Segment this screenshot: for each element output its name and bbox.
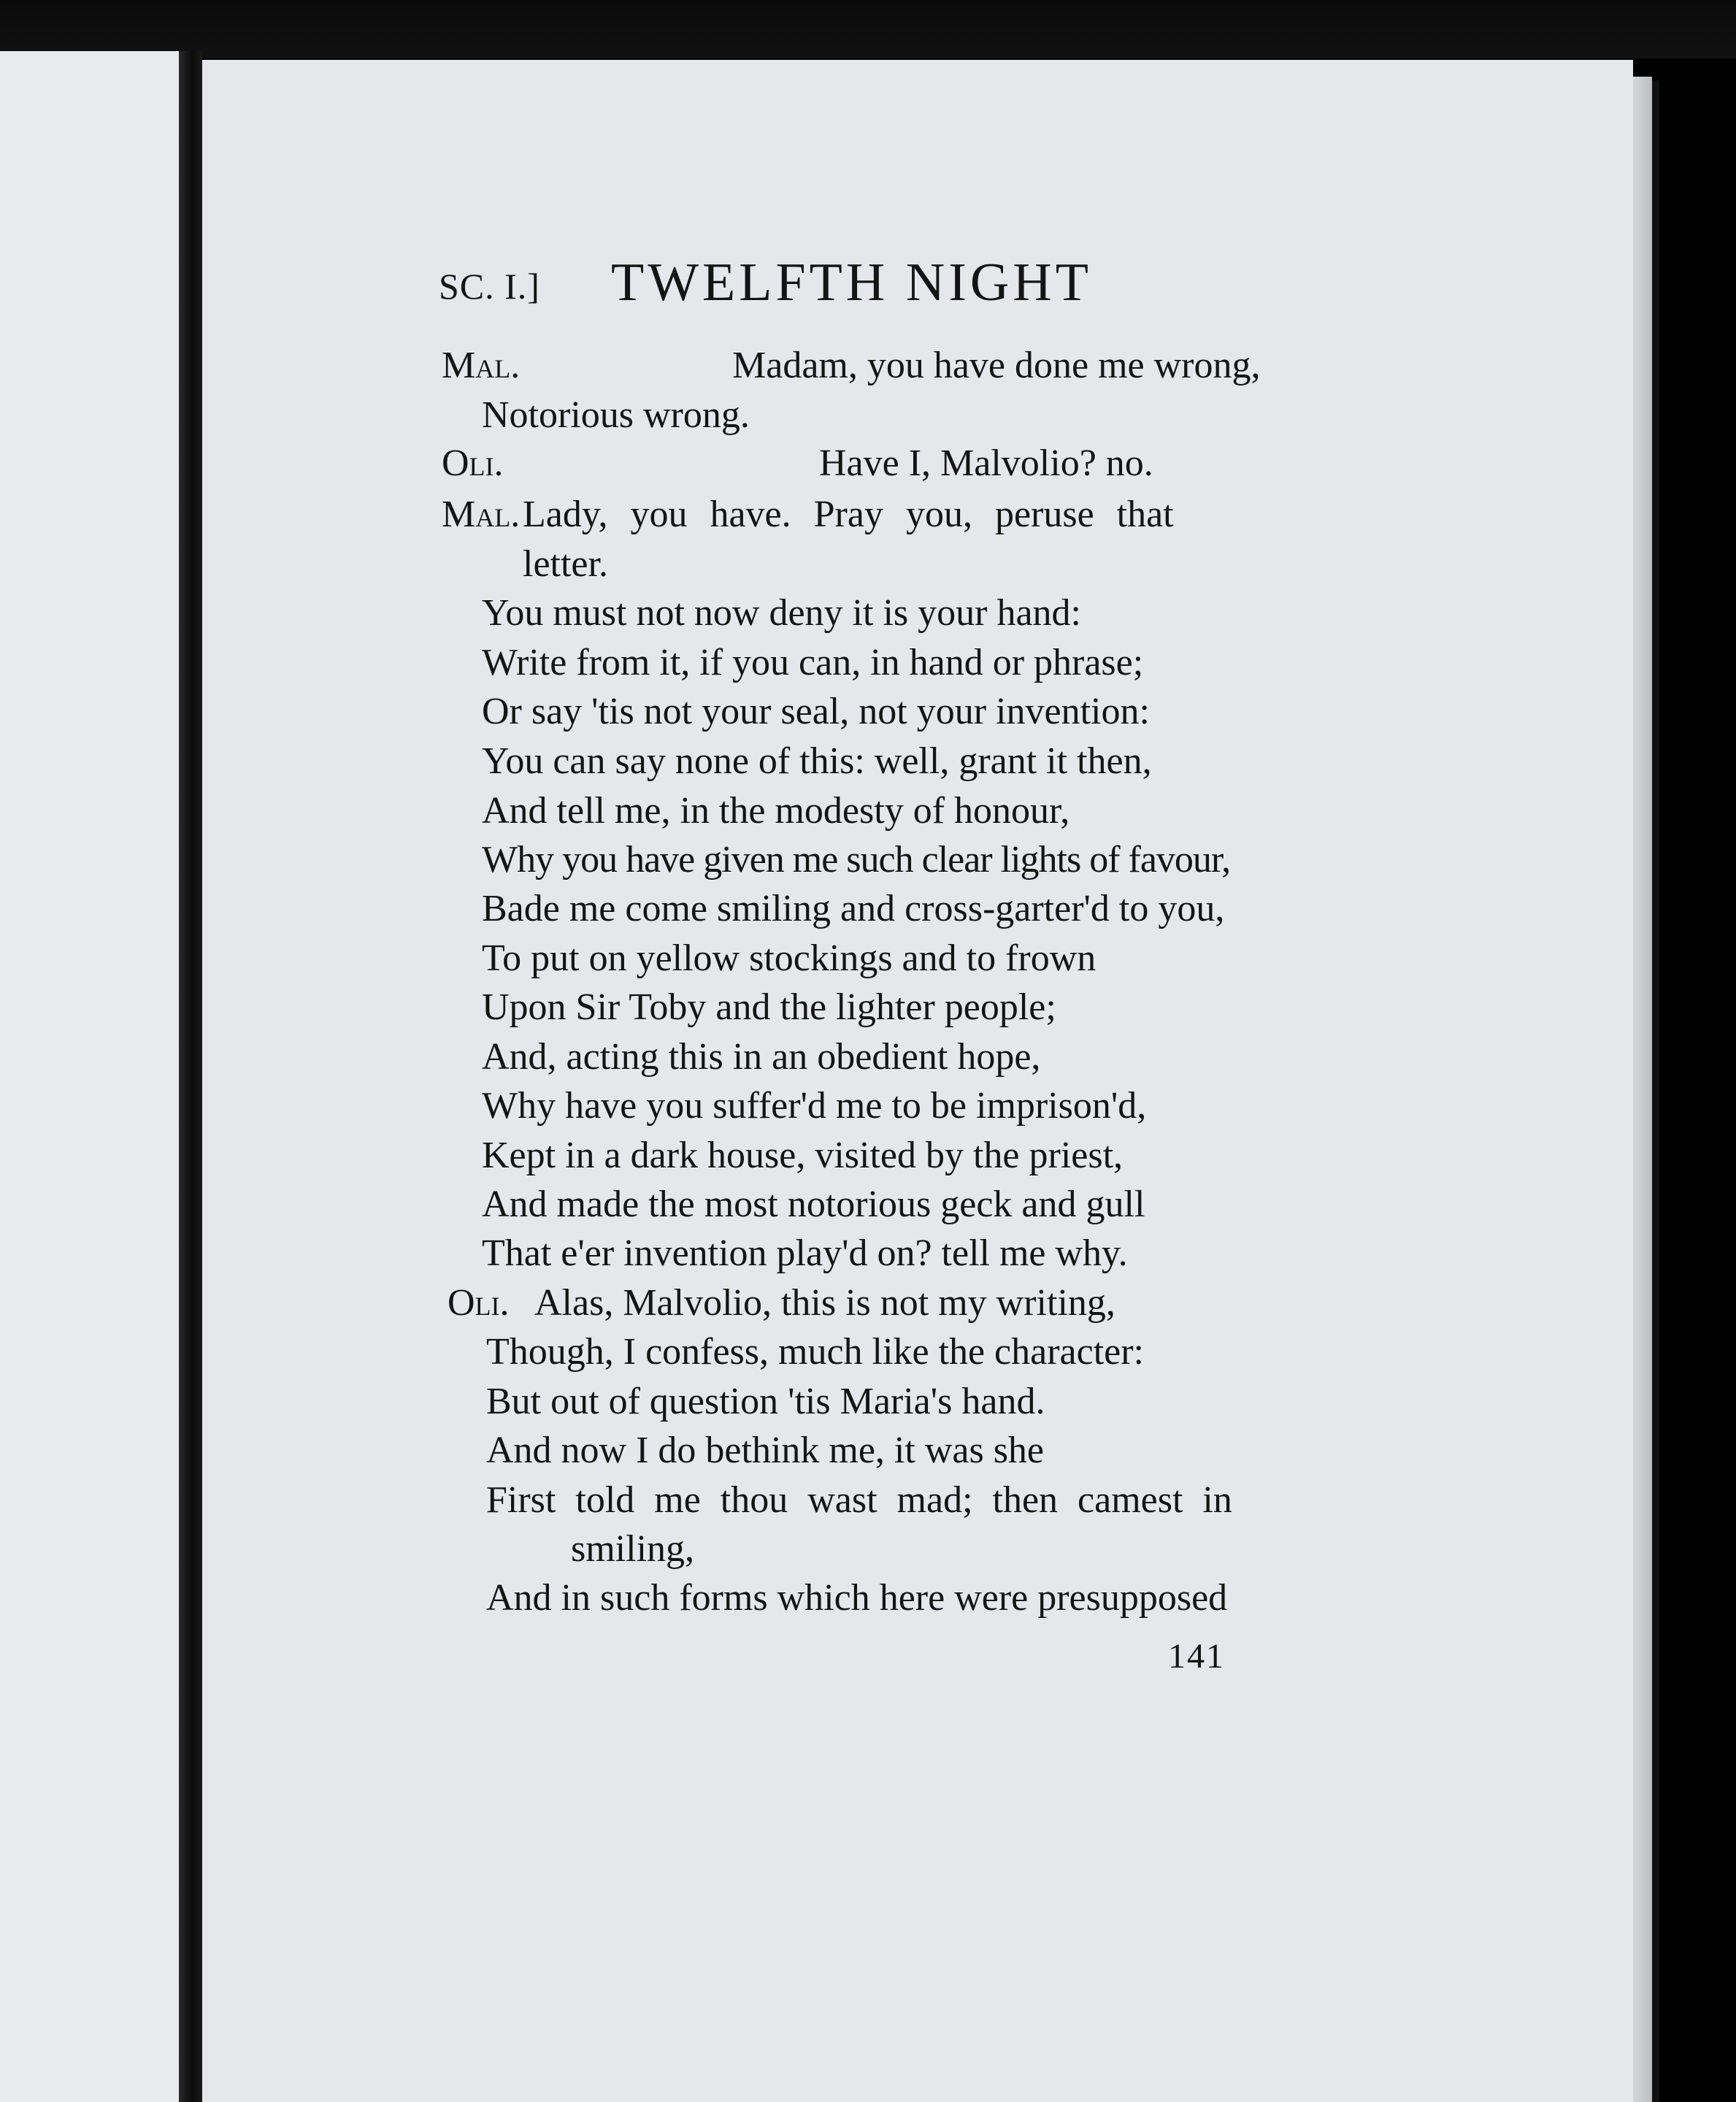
verse-line: Lady, you have. Pray you, peruse that (523, 494, 1174, 535)
verse-line: But out of question 'tis Maria's hand. (486, 1381, 1045, 1422)
running-header-scene: SC. I.] (439, 266, 540, 307)
verse-line: You can say none of this: well, grant it then, (482, 740, 1152, 782)
verse-line: Though, I confess, much like the character: (486, 1331, 1144, 1373)
verse-line: And tell me, in the modesty of honour, (482, 790, 1070, 832)
speaker-label: Mal. (442, 345, 521, 386)
verse-line: To put on yellow stockings and to frown (482, 937, 1096, 979)
verse-line: Why have you suffer'd me to be imprison'd, (482, 1085, 1147, 1127)
verse-line: Kept in a dark house, visited by the priest, (482, 1135, 1124, 1176)
verse-line: That e'er invention play'd on? tell me why. (482, 1232, 1128, 1274)
verse-line: Upon Sir Toby and the lighter people; (482, 986, 1056, 1028)
verse-line: Madam, you have done me wrong, (732, 345, 1261, 386)
verse-line: Why you have given me such clear lights of favour, (482, 839, 1231, 881)
book-spine (179, 51, 202, 2102)
verse-line: Have I, Malvolio? no. (819, 442, 1153, 484)
verse-line: Or say 'tis not your seal, not your invention: (482, 691, 1150, 732)
verse-line: Write from it, if you can, in hand or phrase; (482, 642, 1144, 683)
verse-line: Bade me come smiling and cross-garter'd to you, (482, 888, 1225, 929)
verse-line: And now I do bethink me, it was she (486, 1430, 1045, 1471)
page-number: 141 (1168, 1637, 1225, 1676)
verse-line: Alas, Malvolio, this is not my writing, (534, 1282, 1115, 1324)
speaker-label: Oli. (442, 442, 504, 484)
page-stack-edge (1633, 77, 1652, 2102)
verse-line: First told me thou wast mad; then camest in (486, 1479, 1232, 1521)
running-header-title: TWELFTH NIGHT (611, 253, 1092, 312)
left-page-edge (0, 51, 179, 2102)
book-page (202, 60, 1633, 2102)
verse-line: smiling, (571, 1528, 695, 1570)
speaker-label: Oli. (448, 1282, 510, 1324)
verse-line: And, acting this in an obedient hope, (482, 1036, 1041, 1078)
verse-line: And in such forms which here were presupposed (486, 1577, 1228, 1619)
cover-edge (1652, 80, 1659, 2102)
verse-line: And made the most notorious geck and gull (482, 1184, 1145, 1225)
verse-line: Notorious wrong. (482, 394, 750, 436)
scan-border-top (0, 0, 1736, 58)
verse-line: You must not now deny it is your hand: (482, 592, 1081, 634)
verse-line: letter. (523, 543, 608, 585)
speaker-label: Mal. (442, 494, 521, 535)
